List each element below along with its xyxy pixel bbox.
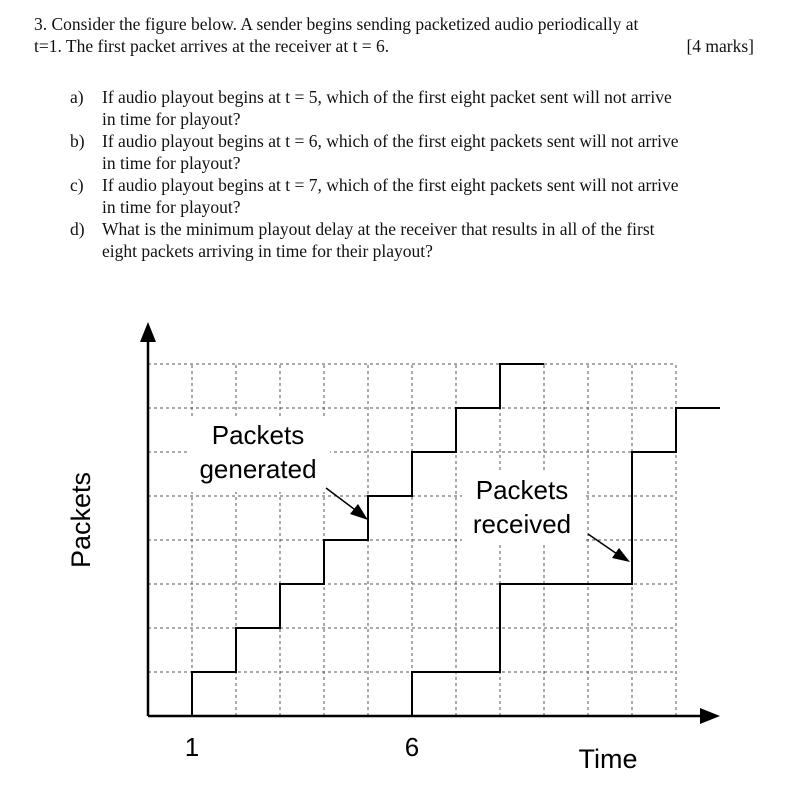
question-marks: [4 marks]: [686, 36, 754, 56]
received-label-line2: received: [472, 509, 572, 539]
part-d: d) What is the minimum playout delay at the receiver that results in all of the first eight packets arriving in time for their playout?: [70, 219, 655, 261]
part-label: d): [70, 219, 85, 239]
question-number: 3.: [34, 14, 48, 34]
generated-arrow-shaft: [326, 488, 358, 512]
part-label: c): [70, 175, 84, 195]
x-tick-labels: [185, 732, 419, 762]
x-tick-label: 6: [404, 732, 420, 762]
generated-label-line1: Packets: [211, 420, 305, 450]
packets-received-line: [412, 408, 720, 716]
question-line-1: 3. Consider the figure below. A sender begins sending packetized audio periodically at: [34, 14, 639, 34]
received-arrow-head: [612, 548, 630, 562]
question-line-2: t=1. The first packet arrives at the receiver at t = 6.: [34, 36, 390, 56]
generated-label-line2: generated: [199, 454, 317, 484]
part-label: b): [70, 131, 85, 151]
part-b: b) If audio playout begins at t = 6, which of the first eight packets sent will not arrive in time for playout?: [70, 131, 679, 173]
part-label: a): [70, 87, 84, 107]
received-arrow-shaft: [588, 534, 620, 556]
x-axis-arrowhead: [700, 708, 720, 724]
received-label-line1: Packets: [475, 475, 569, 505]
part-c: c) If audio playout begins at t = 7, which of the first eight packets sent will not arrive in time for playout?: [70, 175, 679, 217]
y-axis-arrowhead: [140, 322, 156, 342]
part-a: a) If audio playout begins at t = 5, which of the first eight packet sent will not arrive in time for playout?: [70, 87, 672, 129]
generated-arrow-head: [350, 504, 368, 520]
x-axis-label: Time: [578, 744, 638, 774]
x-tick-label: 1: [184, 732, 200, 762]
y-axis-label: Packets: [66, 471, 96, 569]
